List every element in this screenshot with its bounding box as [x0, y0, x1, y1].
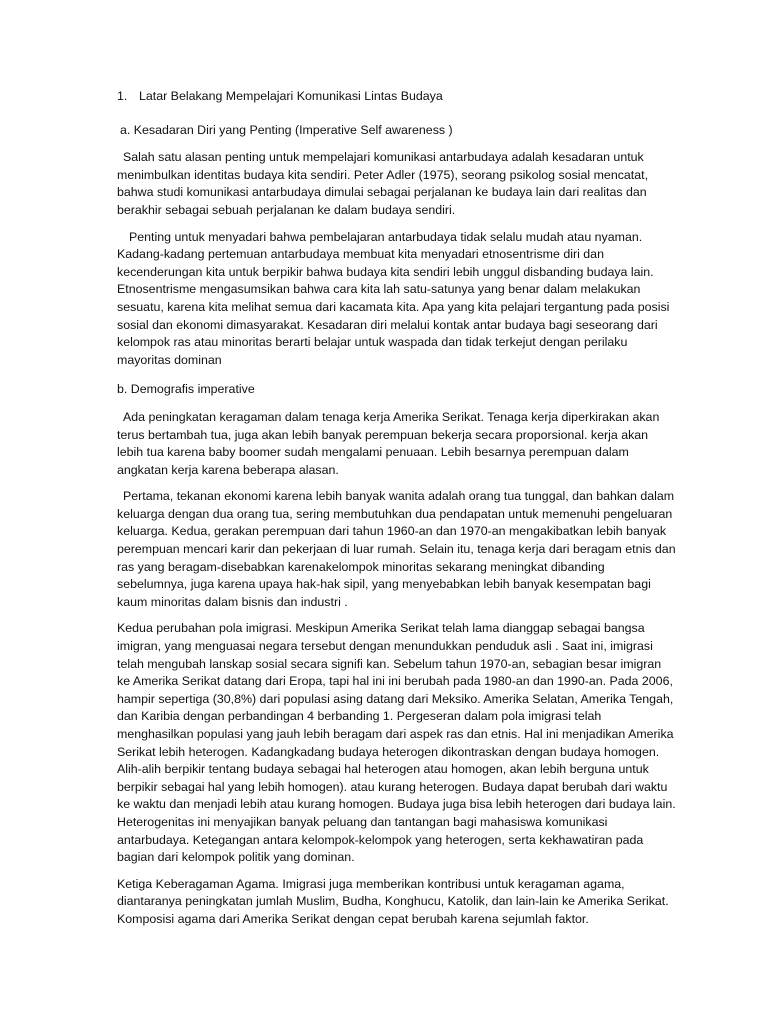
heading-title: Latar Belakang Mempelajari Komunikasi Lintas Budaya: [139, 89, 443, 103]
paragraph-a1: Salah satu alasan penting untuk mempelajari komunikasi antarbudaya adalah kesadaran untuk menimbulkan identitas budaya kita sendiri. Peter Adler (1975), seorang psikolog sosial mencatat, bahwa studi komunikasi antarbudaya dimulai sebagai perjalanan ke budaya lain dari realitas dan berakhir sebagai sebuah perjalanan ke dalam budaya sendiri.: [117, 150, 649, 217]
paragraph-b4: Ketiga Keberagaman Agama. Imigrasi juga memberikan kontribusi untuk keragaman agama, diantaranya peningkatan jumlah Muslim, Budha, Konghucu, Katolik, dan lain-lain ke Amerika Serikat. Komposisi agama dari Amerika Serikat dengan cepat berubah karena sejumlah faktor.: [117, 876, 669, 926]
section-heading: [117, 88, 677, 106]
heading-number: 1.: [117, 89, 128, 103]
paragraph-b1: Ada peningkatan keragaman dalam tenaga kerja Amerika Serikat. Tenaga kerja diperkirakan akan terus bertambah tua, juga akan lebih banyak perempuan bekerja secara proporsional. kerja akan lebih tua karena baby boomer sudah mengalami penuaan. Lebih besarnya perempuan dalam angkatan kerja karena beberapa alasan.: [117, 409, 660, 477]
subsection-a-title: a. Kesadaran Diri yang Penting (Imperative Self awareness ): [120, 122, 453, 137]
document-page: [117, 88, 677, 938]
paragraph-b2: Pertama, tekanan ekonomi karena lebih banyak wanita adalah orang tua tunggal, dan bahkan dalam keluarga dengan dua orang tua, sering membutuhkan dua pendapatan untuk memenuhi pengeluaran keluarga. Kedua, gerakan perempuan dari tahun 1960-an dan 1970-an mengakibatkan lebih banyak perempuan mencari karir dan pekerjaan di luar rumah. Selain itu, tenaga kerja dari beragam etnis dan ras yang beragam-disebabkan karenakelompok minoritas sekarang meningkat dibanding sebelumnya, juga karena upaya hak-hak sipil, yang menyebabkan lebih banyak kesempatan bagi kaum minoritas dalam bisnis dan industri .: [117, 489, 676, 609]
paragraph-b3: Kedua perubahan pola imigrasi. Meskipun Amerika Serikat telah lama dianggap sebagai bangsa imigran, yang menguasai negara tersebut dengan menundukkan penduduk asli . Saat ini, imigrasi telah mengubah lanskap sosial secara signifi kan. Sebelum tahun 1970-an, sebagian besar imigran ke Amerika Serikat datang dari Eropa, tapi hal ini ini berubah pada 1980-an dan 1990-an. Pada 2006, hampir sepertiga (30,8%) dari populasi asing datang dari Meksiko. Amerika Selatan, Amerika Tengah, dan Karibia dengan perbandingan 4 berbanding 1. Pergeseran dalam pola imigrasi telah menghasilkan populasi yang jauh lebih beragam dari aspek ras dan etnis. Hal ini menjadikan Amerika Serikat lebih heterogen. Kadangkadang budaya heterogen dikontraskan dengan budaya homogen. Alih-alih berpikir tentang budaya sebagai hal heterogen atau homogen, akan lebih berguna untuk berpikir sebagai hal yang lebih homogen). atau kurang heterogen. Budaya dapat berubah dari waktu ke waktu dan menjadi lebih atau kurang homogen. Budaya juga bisa lebih heterogen dari budaya lain. Heterogenitas ini menyajikan banyak peluang dan tantangan bagi mahasiswa komunikasi antarbudaya. Ketegangan antara kelompok-kelompok yang heterogen, serta kekhawatiran pada bagian dari kelompok politik yang dominan.: [117, 621, 676, 865]
paragraph-a2: Penting untuk menyadari bahwa pembelajaran antarbudaya tidak selalu mudah atau nyaman. Kadang-kadang pertemuan antarbudaya membuat kita menyadari etnosentrisme diri dan kecenderungan kita untuk berpikir bahwa budaya kita sendiri lebih unggul disbanding budaya lain. Etnosentrisme mengasumsikan bahwa cara kita lah satu-satunya yang benar dalam melakukan sesuatu, karena kita melihat semua dari kacamata kita. Apa yang kita pelajari tergantung pada posisi sosial dan ekonomi dimasyarakat. Kesadaran diri melalui kontak antar budaya bagi seseorang dari kelompok ras atau minoritas berarti belajar untuk waspada dan tidak terkejut dengan perilaku mayoritas dominan: [117, 229, 670, 367]
subsection-b-title: b. Demografis imperative: [117, 382, 255, 397]
